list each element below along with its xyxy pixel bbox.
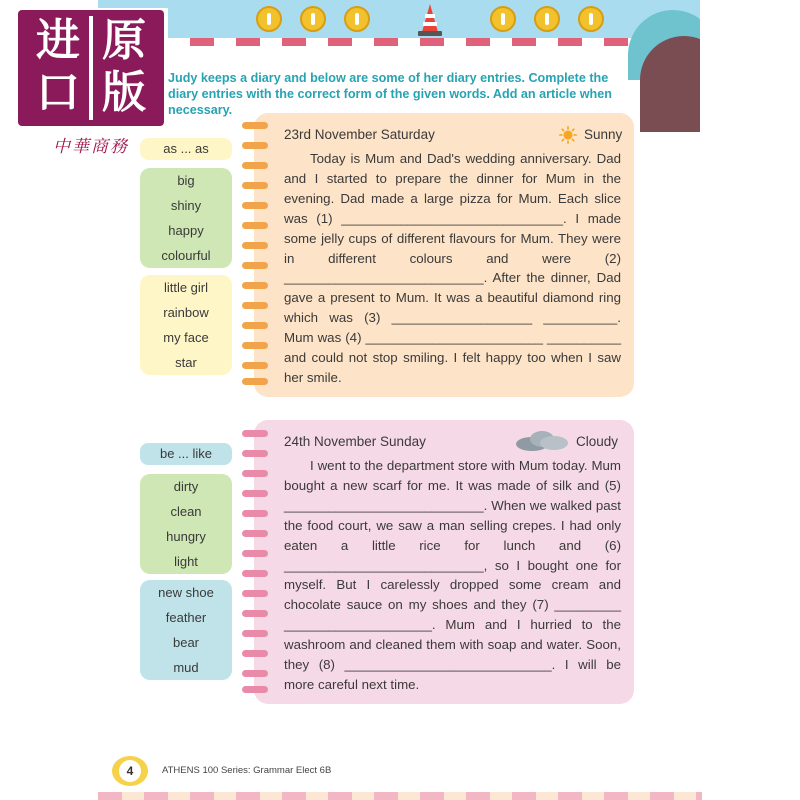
diary-entry-1 — [254, 113, 634, 397]
noun-box — [140, 275, 232, 375]
logo-book — [18, 10, 164, 126]
series-title: ATHENS 100 Series: Grammar Elect 6B — [162, 765, 332, 776]
entry-text: I went to the department store with Mum today. Mum bought a new scarf for me. It was made of silk and (5) ___________________________. When we walked past the food court, we saw a man selling crepes. I had only eaten a little rice for lunch and (6) ___________________________, so I bought one for myself. But I carelessly dropped some cream and chocolate sauce on my shoes and they (7) _________ ____________________. Mum and I hurried to the washroom and cleaned them with soap and water. Soon, they (8) ____________________________. I will be more careful next time. — [284, 458, 621, 692]
pattern-label: be ... like — [140, 443, 232, 465]
page-number: 4 — [119, 760, 141, 782]
adjective-box — [140, 168, 232, 268]
word: big — [177, 173, 195, 188]
word: feather — [165, 610, 207, 625]
page-margin — [700, 0, 800, 800]
word: dirty — [173, 479, 199, 494]
logo-char: 原 — [102, 15, 146, 66]
coin-icon — [256, 6, 282, 32]
instructions: Judy keeps a diary and below are some of her diary entries. Complete the diary entries with the correct form of the given words. Add an article when necessary. — [168, 71, 612, 117]
word: colourful — [161, 248, 211, 263]
traffic-cone-icon — [416, 2, 444, 36]
coin-icon — [300, 6, 326, 32]
cloud-icon — [512, 430, 570, 452]
diary-entry-2 — [254, 420, 634, 704]
coin-icon — [578, 6, 604, 32]
word: shiny — [170, 198, 202, 213]
weather-label: Cloudy — [576, 434, 619, 449]
page-number-badge — [112, 756, 148, 786]
noun-box — [140, 580, 232, 680]
logo-char: 版 — [102, 67, 146, 118]
logo-char: 进 — [36, 15, 80, 66]
entry-date: 24th November Sunday — [284, 434, 426, 449]
word: mud — [173, 660, 199, 675]
word: star — [175, 355, 197, 370]
coin-icon — [490, 6, 516, 32]
word: my face — [163, 330, 209, 345]
word: little girl — [163, 280, 209, 295]
sun-icon — [559, 126, 577, 144]
word: rainbow — [163, 305, 209, 320]
word: bear — [172, 635, 200, 650]
adjective-box — [140, 474, 232, 574]
entry-date: 23rd November Saturday — [284, 127, 435, 142]
logo-char: 口 — [36, 67, 80, 118]
coin-icon — [344, 6, 370, 32]
pattern-label: as ... as — [140, 138, 232, 160]
logo-subtitle: 中華商務 — [53, 137, 129, 157]
word: new shoe — [158, 585, 214, 600]
coin-icon — [534, 6, 560, 32]
logo-spine — [89, 16, 93, 120]
header-stripe — [98, 38, 702, 46]
word: light — [174, 554, 198, 569]
weather-label: Sunny — [584, 127, 623, 142]
word: hungry — [166, 529, 206, 544]
word: clean — [170, 504, 202, 519]
word: happy — [168, 223, 204, 238]
entry-text: Today is Mum and Dad's wedding anniversary. Dad and I started to prepare the dinner for Mum in the evening. Dad made a large pizza for Mum. Each slice was (1) ______________________________. I made some jelly cups of different flavours for Mum. They were in different colours and were (2) ___________________________. After the dinner, Dad gave a present to Mum. It was a beautiful diamond ring which was (3) ___________________ __________. Mum was (4) ________________________ __________ and could not stop smiling. I felt happy too when I saw her smile. — [284, 151, 621, 385]
footer-stripe — [98, 792, 702, 800]
